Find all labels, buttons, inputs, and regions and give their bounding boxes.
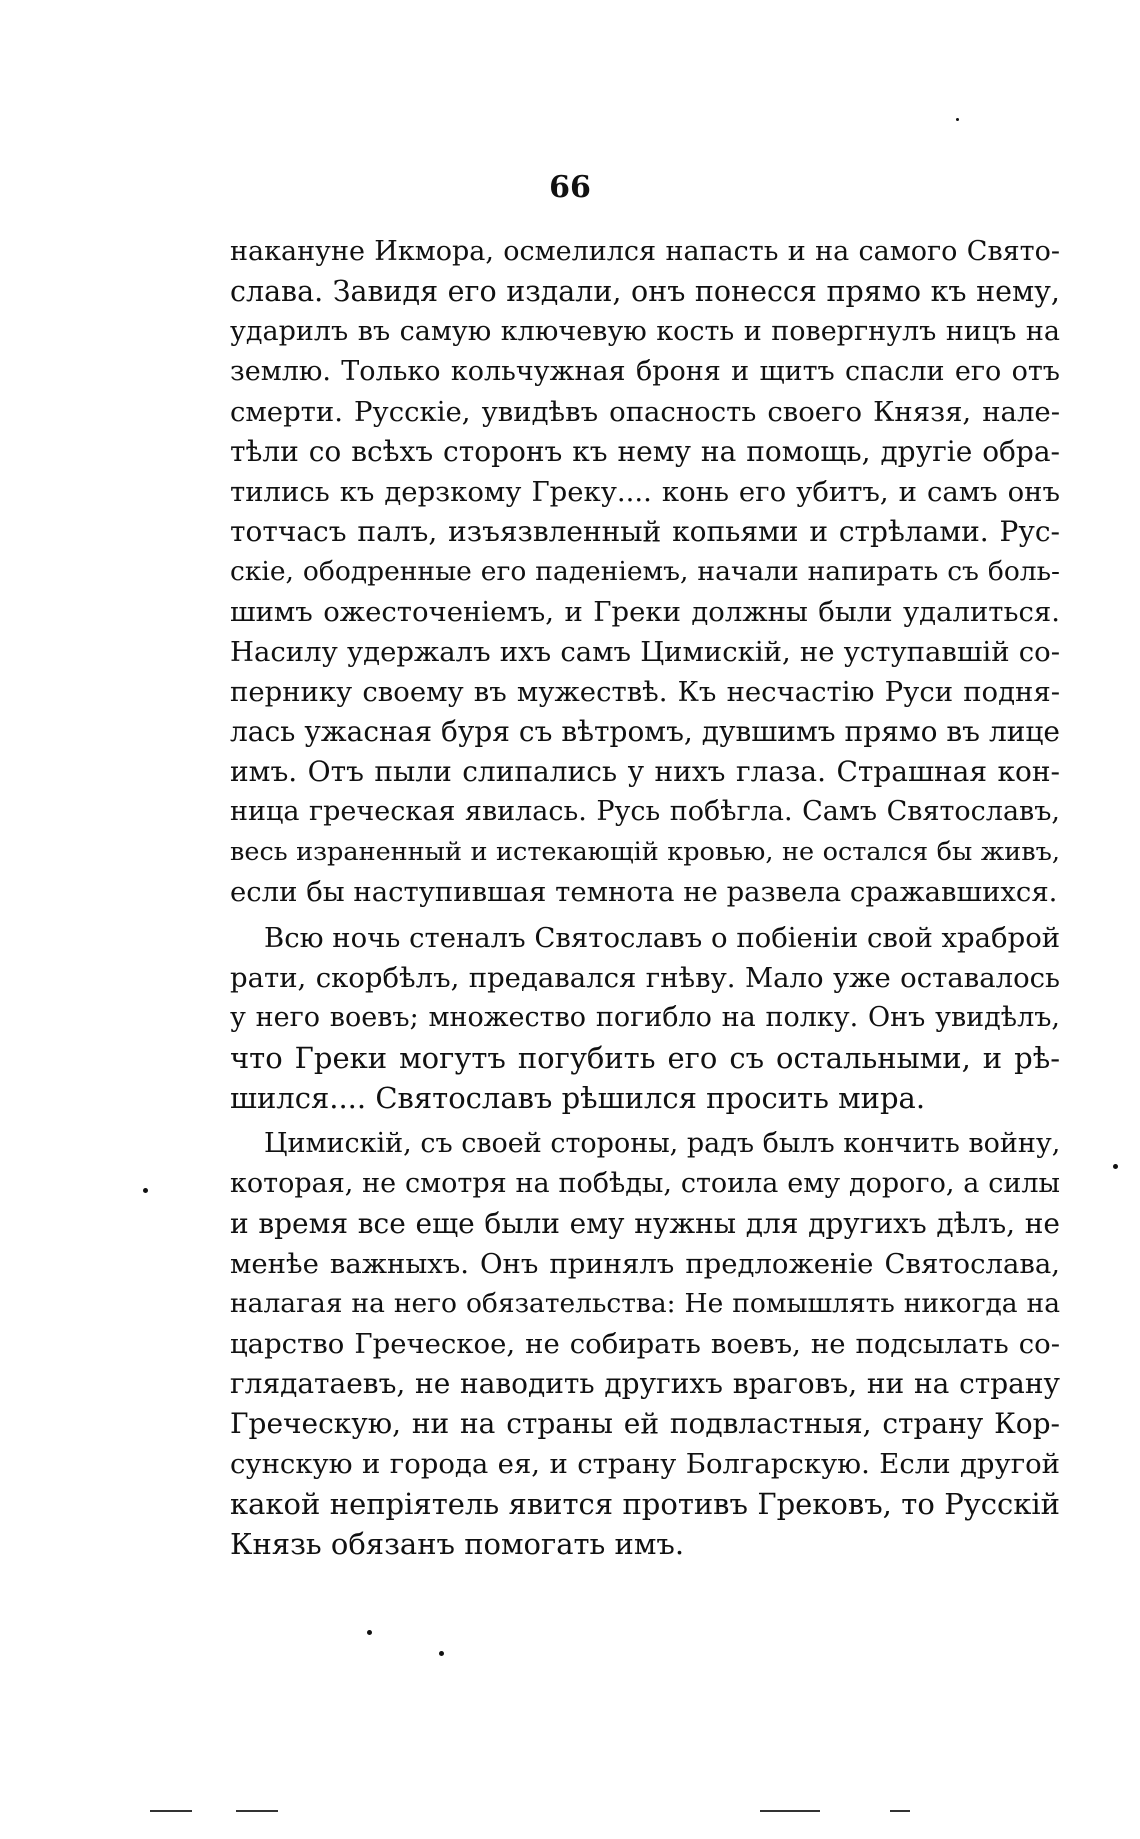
text-line: у него воевъ; множество погибло на полку. Онъ увидѣлъ,	[230, 1002, 1060, 1033]
text-line: тотчасъ палъ, изъязвленный копьями и стрѣлами. Рус-	[230, 515, 1060, 548]
text-line: землю. Только кольчужная броня и щитъ спасли его отъ	[230, 356, 1060, 387]
text-line: весь израненный и истекающій кровью, не остался бы живъ,	[230, 837, 1060, 867]
text-line: накануне Икмора, осмелился напасть и на самого Свято-	[230, 236, 1060, 267]
text-line: тѣли со всѣхъ сторонъ къ нему на помощь, другіе обра-	[230, 435, 1060, 468]
scan-speck	[439, 1651, 444, 1656]
paragraph-1	[230, 232, 1060, 912]
text-line: глядатаевъ, не наводить другихъ враговъ, ни на страну	[230, 1367, 1060, 1400]
text-line: Греческую, ни на страны ей подвластныя, страну Кор-	[230, 1407, 1060, 1440]
text-line: и время все еще были ему нужны для другихъ дѣлъ, не	[230, 1207, 1060, 1240]
text-line: Насилу удержалъ ихъ самъ Цимискій, не уступавшій со-	[230, 636, 1060, 668]
scan-speck	[1113, 1164, 1118, 1169]
text-line: менѣе важныхъ. Онъ принялъ предложеніе Святослава,	[230, 1248, 1060, 1280]
text-line: имъ. Отъ пыли слипались у нихъ глаза. Страшная кон-	[230, 755, 1060, 788]
text-line: рати, скорбѣлъ, предавался гнѣву. Мало уже оставалось	[230, 962, 1060, 994]
text-line: смерти. Русскіе, увидѣвъ опасность своего Князя, нале-	[230, 396, 1060, 428]
text-line: Цимискій, съ своей стороны, радъ былъ кончить войну,	[264, 1128, 1061, 1159]
paragraph-2	[230, 918, 1060, 1118]
text-line: сунскую и города ея, и страну Болгарскую. Если другой	[230, 1448, 1060, 1480]
paragraph-3	[230, 1124, 1060, 1564]
text-line: налагая на него обязательства: Не помышлять никогда на	[230, 1288, 1060, 1319]
text-line: которая, не смотря на побѣды, стоила ему дорого, а силы	[230, 1168, 1060, 1199]
text-line: шился.... Святославъ рѣшился просить мира.	[230, 1081, 926, 1115]
text-line: тились къ дерзкому Греку.... конь его убитъ, и самъ онъ	[230, 476, 1060, 508]
text-line: слава. Завидя его издали, онъ понесся прямо къ нему,	[230, 275, 1060, 308]
scan-edge-rule	[236, 1810, 278, 1812]
text-line: скіе, ободренные его паденіемъ, начали напирать съ боль-	[230, 556, 1060, 587]
text-line: царство Греческое, не собирать воевъ, не подсылать со-	[230, 1328, 1060, 1360]
body-text	[230, 232, 1060, 1564]
text-line: Всю ночь стеналъ Святославъ о побіеніи свой храброй	[264, 922, 1061, 954]
scan-edge-rule	[890, 1810, 910, 1812]
scan-edge-rule	[150, 1810, 192, 1812]
scan-speck	[956, 118, 959, 121]
text-line: ударилъ въ самую ключевую кость и повергнулъ ницъ на	[230, 316, 1060, 347]
page-number: 66	[549, 170, 591, 205]
text-line: что Греки могутъ погубить его съ остальными, и рѣ-	[230, 1041, 1060, 1075]
text-line: ница греческая явилась. Русь побѣгла. Самъ Святославъ,	[230, 796, 1060, 827]
text-line: какой непріятель явится противъ Грековъ, то Русскій	[230, 1487, 1060, 1521]
scan-speck	[143, 1188, 148, 1193]
text-line: лась ужасная буря съ вѣтромъ, дувшимъ прямо въ лице	[230, 715, 1060, 748]
text-line: шимъ ожесточеніемъ, и Греки должны были удалиться.	[230, 596, 1060, 628]
text-line: пернику своему въ мужествѣ. Къ несчастію Руси подня-	[230, 676, 1060, 708]
scan-speck	[367, 1630, 372, 1635]
text-line: если бы наступившая темнота не развела сражавшихся.	[230, 876, 1058, 908]
text-line: Князь обязанъ помогать имъ.	[230, 1527, 685, 1561]
scan-edge-rule	[760, 1810, 820, 1812]
